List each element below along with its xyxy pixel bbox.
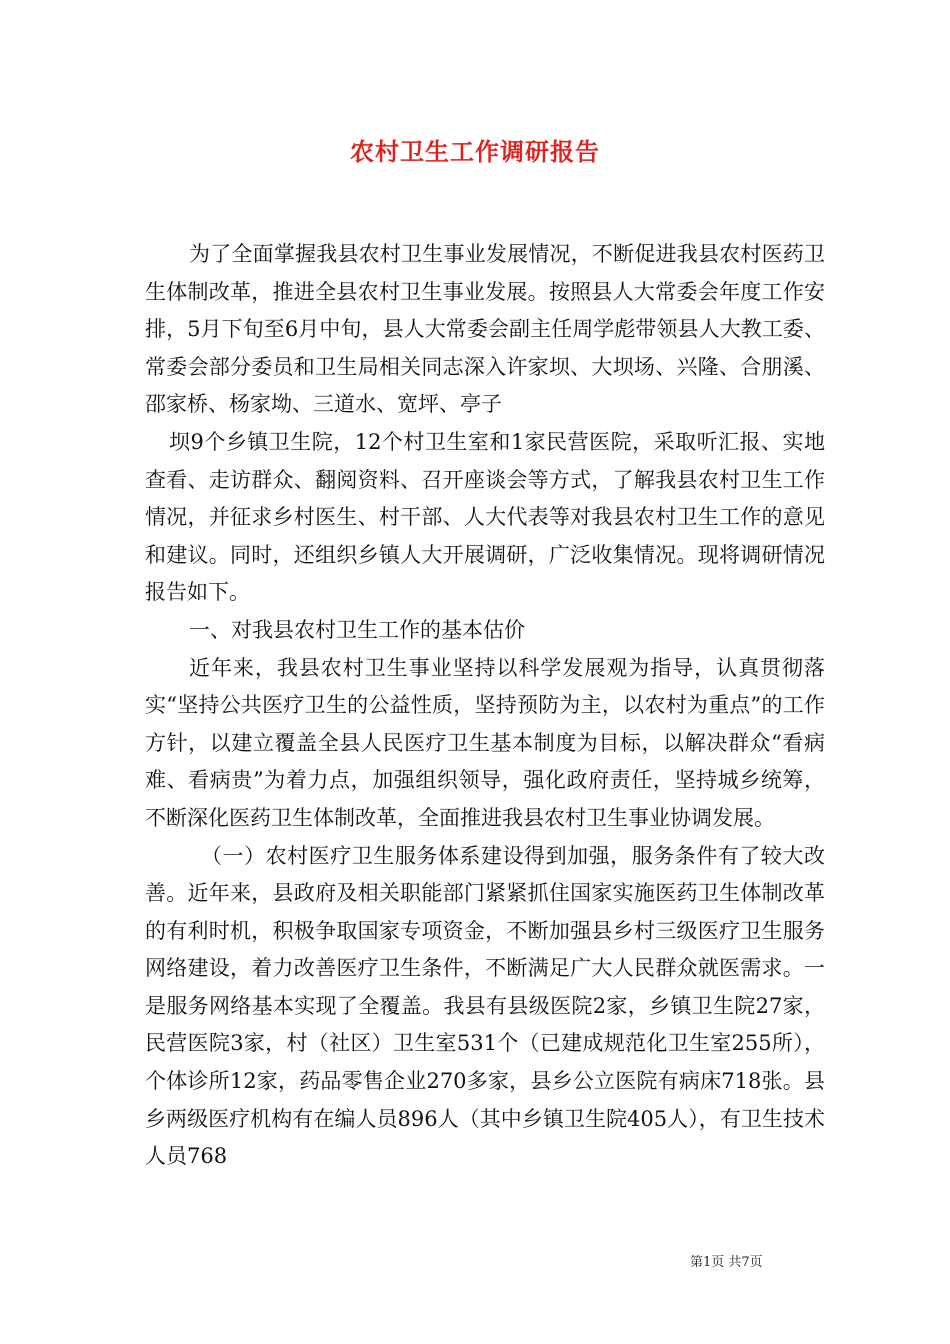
paragraph-subsection-1: （一）农村医疗卫生服务体系建设得到加强，服务条件有了较大改善。近年来，县政府及相关职能部门紧紧抓住国家实施医药卫生体制改革的有利时机，积极争取国家专项资金，不断加强县乡村三级医疗卫生服务网络建设，着力改善医疗卫生条件，不断满足广大人民群众就医需求。一是服务网络基本实现了全覆盖。我县有县级医院2家，乡镇卫生院27家，民营医院3家，村（社区）卫生室531个（已建成规范化卫生室255所），个体诊所12家，药品零售企业270多家，县乡公立医院有病床718张。县乡两级医疗机构有在编人员896人（其中乡镇卫生院405人），有卫生技术人员768 [145,843,825,1169]
document-body [145,236,825,1176]
paragraph-overview: 近年来，我县农村卫生事业坚持以科学发展观为指导，认真贯彻落实“坚持公共医疗卫生的公益性质，坚持预防为主，以农村为重点”的工作方针，以建立覆盖全县人民医疗卫生基本制度为目标，以解决群众“看病难、看病贵”为着力点，加强组织领导，强化政府责任，坚持城乡统筹，不断深化医药卫生体制改革，全面推进我县农村卫生事业协调发展。 [145,655,825,830]
document-title: 农村卫生工作调研报告 [350,137,600,166]
section-heading: 一、对我县农村卫生工作的基本估价 [189,617,525,642]
paragraph-intro-continued: 坝9个乡镇卫生院，12个村卫生室和1家民营医院，采取听汇报、实地查看、走访群众、翻阅资料、召开座谈会等方式，了解我县农村卫生工作情况，并征求乡村医生、村干部、人大代表等对我县农村卫生工作的意见和建议。同时，还组织乡镇人大开展调研，广泛收集情况。现将调研情况报告如下。 [145,429,825,605]
paragraph-intro: 为了全面掌握我县农村卫生事业发展情况，不断促进我县农村医药卫生体制改革，推进全县农村卫生事业发展。按照县人大常委会年度工作安排，5月下旬至6月中旬，县人大常委会副主任周学彪带领县人大教工委、常委会部分委员和卫生局相关同志深入许家坝、大坝场、兴隆、合朋溪、邵家桥、杨家坳、三道水、宽坪、亭子 [145,242,825,417]
page-footer: 第1页 共7页 [690,1255,763,1270]
